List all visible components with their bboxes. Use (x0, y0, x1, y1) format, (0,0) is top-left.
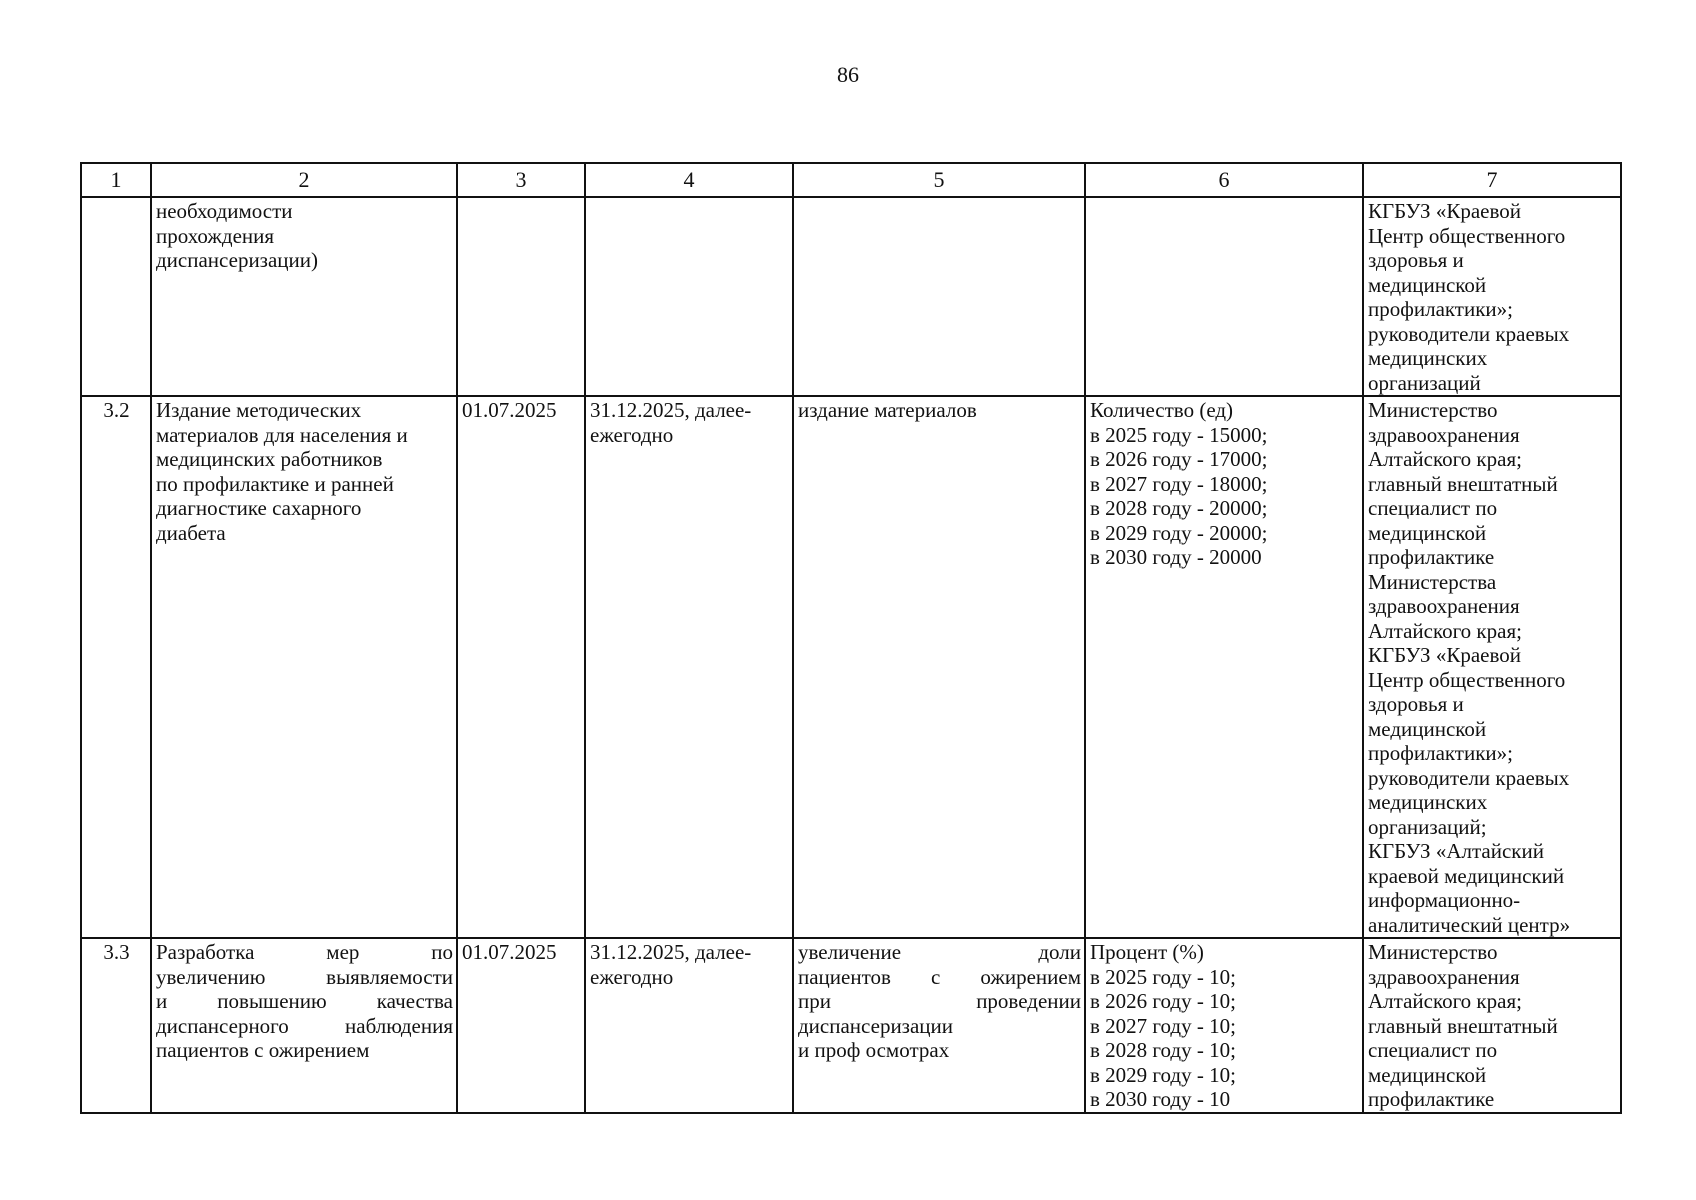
cell-line: 31.12.2025, далее- (590, 940, 752, 964)
start-date (457, 197, 585, 396)
cell-line: главный внештатный (1368, 471, 1558, 496)
end-date (585, 938, 793, 1113)
row-number (81, 938, 151, 1113)
cell-line: медицинской (1368, 1062, 1487, 1087)
start-date (457, 396, 585, 938)
cell-line: материалов для населения и (156, 422, 408, 447)
cell-line: Разработка мер по (156, 940, 453, 964)
cell-text: 3.3 (103, 940, 130, 964)
cell-line: Министерство (1368, 940, 1498, 964)
measure-name (151, 396, 457, 938)
measure-name (151, 938, 457, 1113)
cell-line: в 2026 году - 17000; (1090, 447, 1268, 471)
row-number (81, 197, 151, 396)
cell-line: медицинской (1368, 716, 1487, 741)
cell-line: в 2025 году - 10; (1090, 964, 1236, 989)
cell-line: в 2026 году - 10; (1090, 989, 1236, 1013)
cell-line: медицинской (1368, 520, 1487, 545)
cell-line: здравоохранения (1368, 964, 1520, 989)
cell-line: Издание методических (156, 398, 362, 422)
end-date (585, 396, 793, 938)
cell-text: 01.07.2025 (462, 398, 557, 422)
cell-line: профилактике (1368, 1087, 1495, 1111)
end-date (585, 197, 793, 396)
table-header-row (81, 163, 1621, 197)
cell-line: медицинских работников (156, 447, 383, 471)
cell-line: пациентов с ожирением (798, 964, 1081, 989)
cell-line: диспансеризации) (156, 248, 319, 272)
indicator-values (1085, 197, 1363, 396)
cell-line: Центр общественного (1368, 223, 1566, 248)
cell-line: в 2027 году - 18000; (1090, 471, 1268, 496)
measures-table (80, 162, 1622, 1114)
cell-line: в 2028 году - 10; (1090, 1038, 1236, 1062)
cell-line: Процент (%) (1090, 940, 1204, 964)
cell-line: в 2030 году - 20000 (1090, 545, 1262, 569)
cell-line: в 2027 году - 10; (1090, 1013, 1236, 1038)
header-cell: 2 (151, 163, 457, 197)
cell-line: Центр общественного (1368, 667, 1566, 692)
cell-line: краевой медицинский (1368, 863, 1565, 888)
cell-line: КГБУЗ «Краевой (1368, 199, 1521, 223)
header-cell: 6 (1085, 163, 1363, 197)
header-cell: 3 (457, 163, 585, 197)
cell-line: аналитический центр» (1368, 912, 1571, 937)
indicator-values (1085, 396, 1363, 938)
cell-line: специалист по (1368, 1038, 1498, 1062)
cell-line: КГБУЗ «Алтайский (1368, 839, 1544, 863)
cell-line: и проф осмотрах (798, 1038, 950, 1062)
expected-result (793, 396, 1085, 938)
expected-result (793, 197, 1085, 396)
cell-line: ежегодно (590, 422, 674, 447)
cell-line: специалист по (1368, 496, 1498, 520)
cell-line: увеличение доли (798, 940, 1081, 964)
cell-line: Алтайского края; (1368, 989, 1522, 1013)
start-date (457, 938, 585, 1113)
header-cell: 1 (81, 163, 151, 197)
cell-line: в 2028 году - 20000; (1090, 496, 1268, 520)
cell-line: КГБУЗ «Краевой (1368, 643, 1521, 667)
page-number: 86 (837, 62, 859, 87)
expected-result (793, 938, 1085, 1113)
cell-line: диспансеризации (798, 1013, 954, 1038)
cell-line: здоровья и (1368, 248, 1464, 272)
cell-line: Алтайского края; (1368, 618, 1522, 643)
cell-text: 3.2 (103, 398, 130, 422)
responsible-executors (1363, 197, 1621, 396)
table-row (81, 396, 1621, 938)
table-row (81, 197, 1621, 396)
cell-line: Количество (ед) (1090, 398, 1234, 422)
header-cell: 7 (1363, 163, 1621, 197)
responsible-executors (1363, 938, 1621, 1113)
cell-line: ежегодно (590, 964, 674, 989)
cell-line: и повышению качества (156, 989, 453, 1013)
indicator-values (1085, 938, 1363, 1113)
cell-line: 31.12.2025, далее- (590, 398, 752, 422)
cell-line: прохождения (156, 223, 275, 248)
cell-line: издание материалов (798, 398, 977, 422)
cell-text: 01.07.2025 (462, 940, 557, 964)
cell-line: профилактике (1368, 545, 1495, 569)
cell-line: главный внештатный (1368, 1013, 1558, 1038)
cell-line: здравоохранения (1368, 422, 1520, 447)
cell-line: диагностике сахарного (156, 496, 362, 520)
row-number (81, 396, 151, 938)
cell-line: профилактики»; (1368, 297, 1514, 321)
table-row (81, 938, 1621, 1113)
cell-line: Министерства (1368, 569, 1497, 594)
cell-line: медицинской (1368, 272, 1487, 297)
cell-line: диабета (156, 520, 226, 545)
cell-line: руководители краевых (1368, 765, 1570, 790)
cell-line: организаций (1368, 370, 1481, 395)
measure-name (151, 197, 457, 396)
cell-line: в 2029 году - 20000; (1090, 520, 1268, 545)
cell-line: профилактики»; (1368, 741, 1514, 765)
cell-line: пациентов с ожирением (156, 1038, 370, 1062)
cell-line: при проведении (798, 989, 1081, 1013)
cell-line: здоровья и (1368, 692, 1464, 716)
cell-line: здравоохранения (1368, 594, 1520, 618)
cell-line: необходимости (156, 199, 293, 223)
cell-line: Министерство (1368, 398, 1498, 422)
cell-line: информационно- (1368, 888, 1521, 912)
cell-line: медицинских (1368, 346, 1488, 370)
cell-line: по профилактике и ранней (156, 471, 394, 496)
cell-line: в 2025 году - 15000; (1090, 422, 1268, 447)
header-cell: 4 (585, 163, 793, 197)
header-cell: 5 (793, 163, 1085, 197)
cell-line: организаций; (1368, 814, 1487, 839)
cell-line: медицинских (1368, 790, 1488, 814)
cell-line: руководители краевых (1368, 321, 1570, 346)
cell-line: Алтайского края; (1368, 447, 1522, 471)
cell-line: в 2030 году - 10 (1090, 1087, 1231, 1111)
cell-line: диспансерного наблюдения (156, 1013, 453, 1038)
cell-line: в 2029 году - 10; (1090, 1062, 1236, 1087)
responsible-executors (1363, 396, 1621, 938)
cell-line: увеличению выявляемости (156, 964, 453, 989)
